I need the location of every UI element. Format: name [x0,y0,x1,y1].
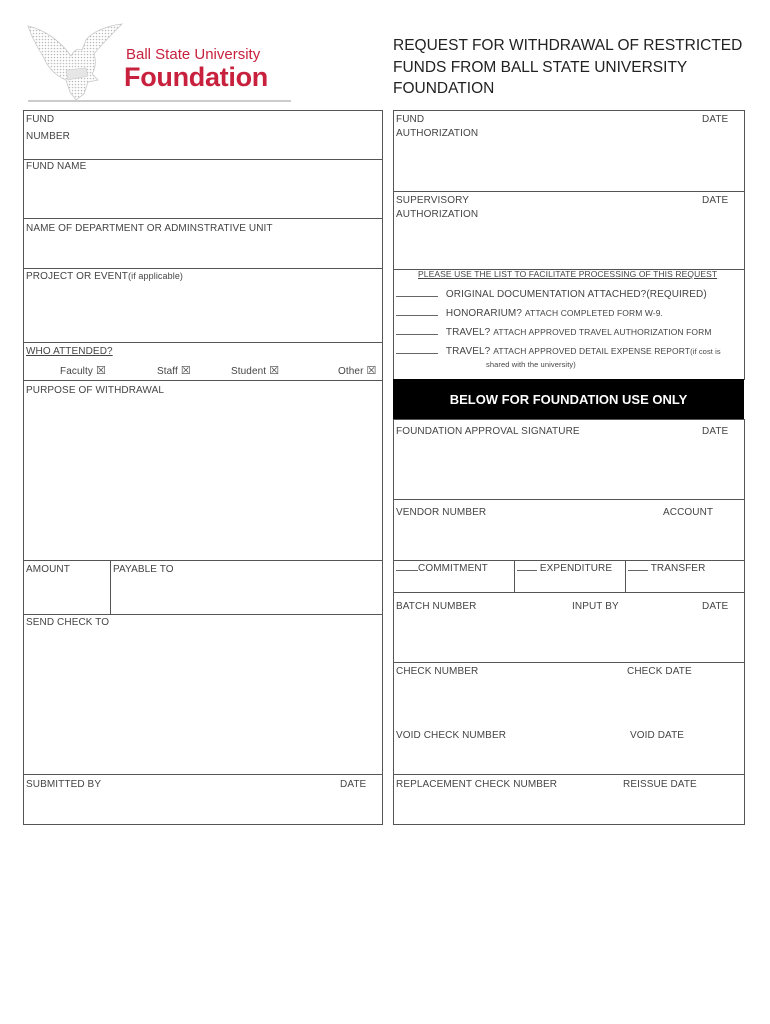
attendee-staff-label: Staff [157,366,178,377]
form-title: REQUEST FOR WITHDRAWAL OF RESTRICTED FUNDS FROM BALL STATE UNIVERSITY FOUNDATION [393,37,743,97]
supervisory-authorization-label-1: SUPERVISORY [396,195,469,206]
account-label: ACCOUNT [663,507,714,518]
divider [23,159,383,160]
transfer-label: TRANSFER [650,563,706,574]
foundation-use-banner: BELOW FOR FOUNDATION USE ONLY [393,379,744,419]
divider [393,774,745,775]
divider [393,191,745,192]
attendee-faculty[interactable] [60,364,106,377]
fund-authorization-label-1: FUND [396,114,425,125]
attendee-other-label: Other [338,366,364,377]
checklist-note: PLEASE USE THE LIST TO FACILITATE PROCESSING OF THIS REQUEST [418,269,718,279]
logo-university-name: Ball State University [126,46,261,63]
fund-number-label-1: FUND [26,114,55,125]
attendee-faculty-label: Faculty [60,366,93,377]
divider [23,774,383,775]
input-by-label: INPUT BY [572,601,619,612]
divider [23,560,383,561]
checklist-item-sub: ATTACH COMPLETED FORM W-9. [524,308,664,318]
send-check-to-label: SEND CHECK TO [26,617,110,628]
checklist-blank[interactable] [396,334,438,335]
divider [393,560,745,561]
reissue-date-label: REISSUE DATE [623,779,697,790]
divider [23,268,383,269]
checklist-blank[interactable] [396,315,438,316]
divider [393,592,745,593]
who-attended-label: WHO ATTENDED? [26,346,113,357]
fund-authorization-label-2: AUTHORIZATION [396,128,479,139]
checklist-item-main: TRAVEL? [445,327,491,338]
batch-number-label: BATCH NUMBER [396,601,477,612]
commitment-option[interactable] [396,563,488,574]
divider [514,560,515,592]
project-note: (if applicable) [128,271,184,281]
commitment-label: COMMITMENT [418,563,488,574]
divider [23,218,383,219]
logo-foundation-name: Foundation [124,62,268,92]
expenditure-label: EXPENDITURE [539,563,613,574]
checklist-item[interactable] [396,346,721,357]
purpose-label: PURPOSE OF WITHDRAWAL [26,385,165,396]
checklist-item-note: (if cost is [690,347,721,356]
commitment-blank[interactable] [396,570,418,571]
checklist-item-main: TRAVEL? [445,346,491,357]
checklist-blank[interactable] [396,353,438,354]
replacement-check-number-label: REPLACEMENT CHECK NUMBER [396,779,558,790]
foundation-use-box [393,419,745,825]
attendee-other[interactable] [338,364,376,377]
divider [393,499,745,500]
checklist-item-sub: (REQUIRED) [646,289,707,300]
divider [393,662,745,663]
supervisory-authorization-label-2: AUTHORIZATION [396,209,479,220]
check-date-label: CHECK DATE [627,666,692,677]
void-date-label: VOID DATE [630,730,685,741]
divider [625,560,626,592]
checklist-item-sub: ATTACH APPROVED TRAVEL AUTHORIZATION FORM [493,327,712,337]
fund-authorization-date-label: DATE [702,114,729,125]
supervisory-date-label: DATE [702,195,729,206]
transfer-blank[interactable] [628,570,648,571]
expenditure-option[interactable] [517,563,612,574]
checklist-item-main: HONORARIUM? [445,308,522,319]
project-label [26,271,183,282]
checklist-item[interactable] [396,308,663,319]
other-checkbox-icon[interactable]: ☒ [366,365,377,377]
faculty-checkbox-icon[interactable]: ☒ [95,365,106,377]
student-checkbox-icon[interactable]: ☒ [269,365,280,377]
cardinal-emblem-icon [26,20,126,102]
fund-name-label: FUND NAME [26,161,87,172]
department-label: NAME OF DEPARTMENT OR ADMINSTRATIVE UNIT [26,223,273,234]
divider [23,342,383,343]
checklist-item[interactable] [396,327,712,338]
attendee-student-label: Student [231,366,267,377]
checklist-blank[interactable] [396,296,438,297]
check-number-label: CHECK NUMBER [396,666,479,677]
checklist-item[interactable] [396,289,707,300]
staff-checkbox-icon[interactable]: ☒ [180,365,191,377]
void-check-number-label: VOID CHECK NUMBER [396,730,507,741]
attendee-student[interactable] [231,364,279,377]
submitted-by-label: SUBMITTED BY [26,779,102,790]
checklist-item-sub: ATTACH APPROVED DETAIL EXPENSE REPORT [493,346,691,356]
submitted-date-label: DATE [340,779,367,790]
amount-label: AMOUNT [26,564,70,575]
fund-number-label-2: NUMBER [26,131,70,142]
expenditure-blank[interactable] [517,570,537,571]
vendor-number-label: VENDOR NUMBER [396,507,487,518]
divider [110,560,111,614]
batch-date-label: DATE [702,601,729,612]
approval-date-label: DATE [702,426,729,437]
checklist-item-main: ORIGINAL DOCUMENTATION ATTACHED? [445,289,647,300]
payable-to-label: PAYABLE TO [113,564,174,575]
transfer-option[interactable] [628,563,705,574]
logo-divider [28,100,291,102]
attendee-staff[interactable] [157,364,191,377]
divider [23,614,383,615]
approval-signature-label: FOUNDATION APPROVAL SIGNATURE [396,426,580,437]
project-label-text: PROJECT OR EVENT [26,271,128,282]
checklist-item-note-2: shared with the university) [486,360,576,369]
divider [23,380,383,381]
